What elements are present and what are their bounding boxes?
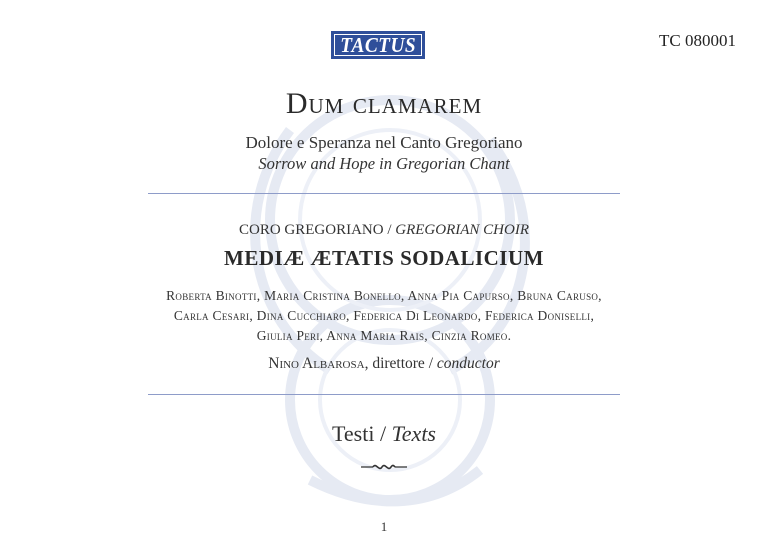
divider-bottom [148,394,620,395]
choir-label-italian: CORO GREGORIANO [239,222,384,238]
tactus-logo [331,31,425,59]
choir-label [0,222,768,239]
catalog-number: TC 080001 [659,31,736,50]
subtitle-italian: Dolore e Speranza nel Canto Gregoriano [245,133,523,152]
section-label-english: Texts [391,421,436,446]
album-title: Dum clamarem [285,87,483,120]
flourish-ornament [359,460,409,474]
director-credit [0,355,768,373]
ensemble-name: MEDIÆ ÆTATIS SODALICIUM [224,246,544,270]
choir-label-separator: / [387,222,392,238]
subtitle-english: Sorrow and Hope in Gregorian Chant [258,154,510,173]
director-role-english: conductor [436,355,500,372]
director-separator: / [428,355,434,372]
section-heading [0,421,768,447]
singers-line: Roberta Binotti, Maria Cristina Bonello, Anna Pia Capurso, Bruna Caruso, [166,288,602,303]
choir-label-english: GREGORIAN CHOIR [395,222,529,238]
section-label-italian: Testi [332,421,375,446]
logo-text: TACTUS [340,32,416,57]
divider-top [148,193,620,194]
page-number: 1 [380,519,388,534]
singers-line: Carla Cesari, Dina Cucchiaro, Federica Di Leonardo, Federica Doniselli, [173,308,595,323]
director-role-italian: , direttore [364,355,425,372]
singers-line: Giulia Peri, Anna Maria Rais, Cinzia Romeo. [256,328,512,343]
section-separator: / [379,421,387,446]
singers-list [0,286,768,346]
director-name: Nino Albarosa [268,355,365,372]
